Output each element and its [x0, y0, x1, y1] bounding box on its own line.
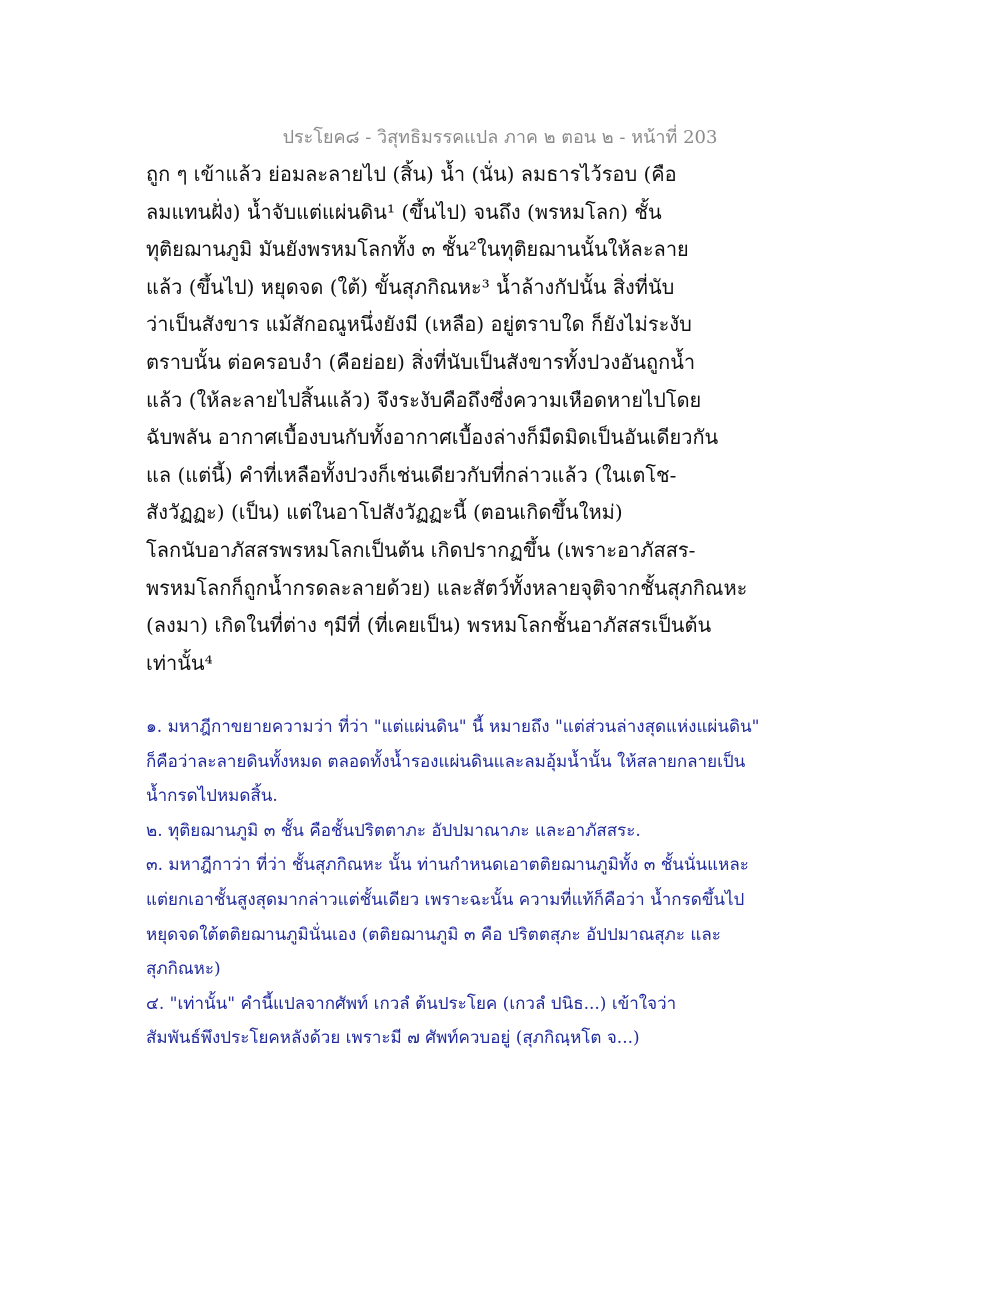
text-line: ฉับพลัน อากาศเบื้องบนกับทั้งอากาศเบื้องล่างก็มืดมิดเป็นอันเดียวกัน — [146, 425, 719, 450]
text-line: โลกนับอาภัสสรพรหมโลกเป็นต้น เกิดปรากฏขึ้น (เพราะอาภัสสร- — [146, 537, 696, 562]
running-title: ประโยค๘ - วิสุทธิมรรคแปล ภาค ๒ ตอน ๒ - หน้าที่ 203 — [282, 127, 718, 148]
text-line: พรหมโลกก็ถูกน้ำกรดละลายด้วย) และสัตว์ทั้งหลายจุติจากชั้นสุภกิณหะ — [146, 575, 748, 600]
text-line: แล้ว (ให้ละลายไปสิ้นแล้ว) จึงระงับคือถึงซึ่งความเหือดหายไปโดย — [146, 387, 702, 412]
footnote-line: ๑. มหาฎีกาขยายความว่า ที่ว่า "แต่แผ่นดิน" นี้ หมายถึง "แต่ส่วนล่างสุดแห่งแผ่นดิน" — [146, 717, 760, 737]
text-line: ทุติยฌานภูมิ มันยังพรหมโลกทั้ง ๓ ชั้น²ในทุติยฌานนั้นให้ละลาย — [146, 237, 689, 262]
page-header — [0, 122, 1000, 151]
footnotes — [146, 710, 866, 1056]
footnote-line: ๔. "เท่านั้น" คำนี้แปลจากศัพท์ เกวลํ ต้นประโยค (เกวลํ ปนิธ...) เข้าใจว่า — [146, 993, 677, 1014]
text-line: สังวัฏฏะ) (เป็น) แต่ในอาโปสังวัฏฏะนี้ (ตอนเกิดขึ้นใหม่) — [146, 500, 623, 525]
footnote-line: หยุดจดใต้ตติยฌานภูมินั่นเอง (ตติยฌานภูมิ ๓ คือ ปริตตสุภะ อัปปมาณสุภะ และ — [146, 924, 721, 945]
footnote-line: สัมพันธ์พึงประโยคหลังด้วย เพราะมี ๗ ศัพท์ควบอยู่ (สุภกิณฺหโต จ...) — [146, 1028, 640, 1049]
main-text — [146, 156, 866, 682]
text-line: ถูก ๆ เข้าแล้ว ย่อมละลายไป (สิ้น) น้ำ (นั่น) ลมธารไว้รอบ (คือ — [146, 162, 677, 186]
text-line: (ลงมา) เกิดในที่ต่าง ๆมีที่ (ที่เคยเป็น) พรหมโลกชั้นอาภัสสรเป็นต้น — [146, 613, 712, 638]
footnote-line: ก็คือว่าละลายดินทั้งหมด ตลอดทั้งน้ำรองแผ่นดินและลมอุ้มน้ำนั้น ให้สลายกลายเป็น — [146, 751, 746, 772]
text-line: ลมแทนฝั่ง) น้ำจับแต่แผ่นดิน¹ (ขึ้นไป) จนถึง (พรหมโลก) ชั้น — [146, 199, 662, 224]
footnote-line: ๒. ทุติยฌานภูมิ ๓ ชั้น คือชั้นปริตตาภะ อัปปมาณาภะ และอาภัสสระ. — [146, 820, 641, 841]
footnote-line: ๓. มหาฎีกาว่า ที่ว่า ชั้นสุภกิณหะ นั้น ท่านกำหนดเอาตติยฌานภูมิทั้ง ๓ ชั้นนั่นแหละ — [146, 855, 749, 876]
text-line: ว่าเป็นสังขาร แม้สักอณูหนึ่งยังมี (เหลือ) อยู่ตราบใด ก็ยังไม่ระงับ — [146, 312, 692, 337]
text-line: เท่านั้น⁴ — [146, 650, 213, 675]
footnote-line: น้ำกรดไปหมดสิ้น. — [146, 786, 278, 807]
text-line: ตราบนั้น ต่อครอบงำ (คือย่อย) สิ่งที่นับเป็นสังขารทั้งปวงอันถูกน้ำ — [146, 349, 696, 374]
footnote-line: สุภกิณหะ) — [146, 959, 221, 980]
text-line: แล (แต่นี้) คำที่เหลือทั้งปวงก็เช่นเดียวกับที่กล่าวแล้ว (ในเตโช- — [146, 462, 677, 487]
text-line: แล้ว (ขึ้นไป) หยุดจด (ใต้) ขั้นสุภกิณหะ³ น้ำล้างกัปนั้น สิ่งที่นับ — [146, 274, 675, 299]
footnote-line: แต่ยกเอาชั้นสูงสุดมากล่าวแต่ชั้นเดียว เพราะฉะนั้น ความที่แท้ก็คือว่า น้ำกรดขึ้นไป — [146, 889, 745, 910]
